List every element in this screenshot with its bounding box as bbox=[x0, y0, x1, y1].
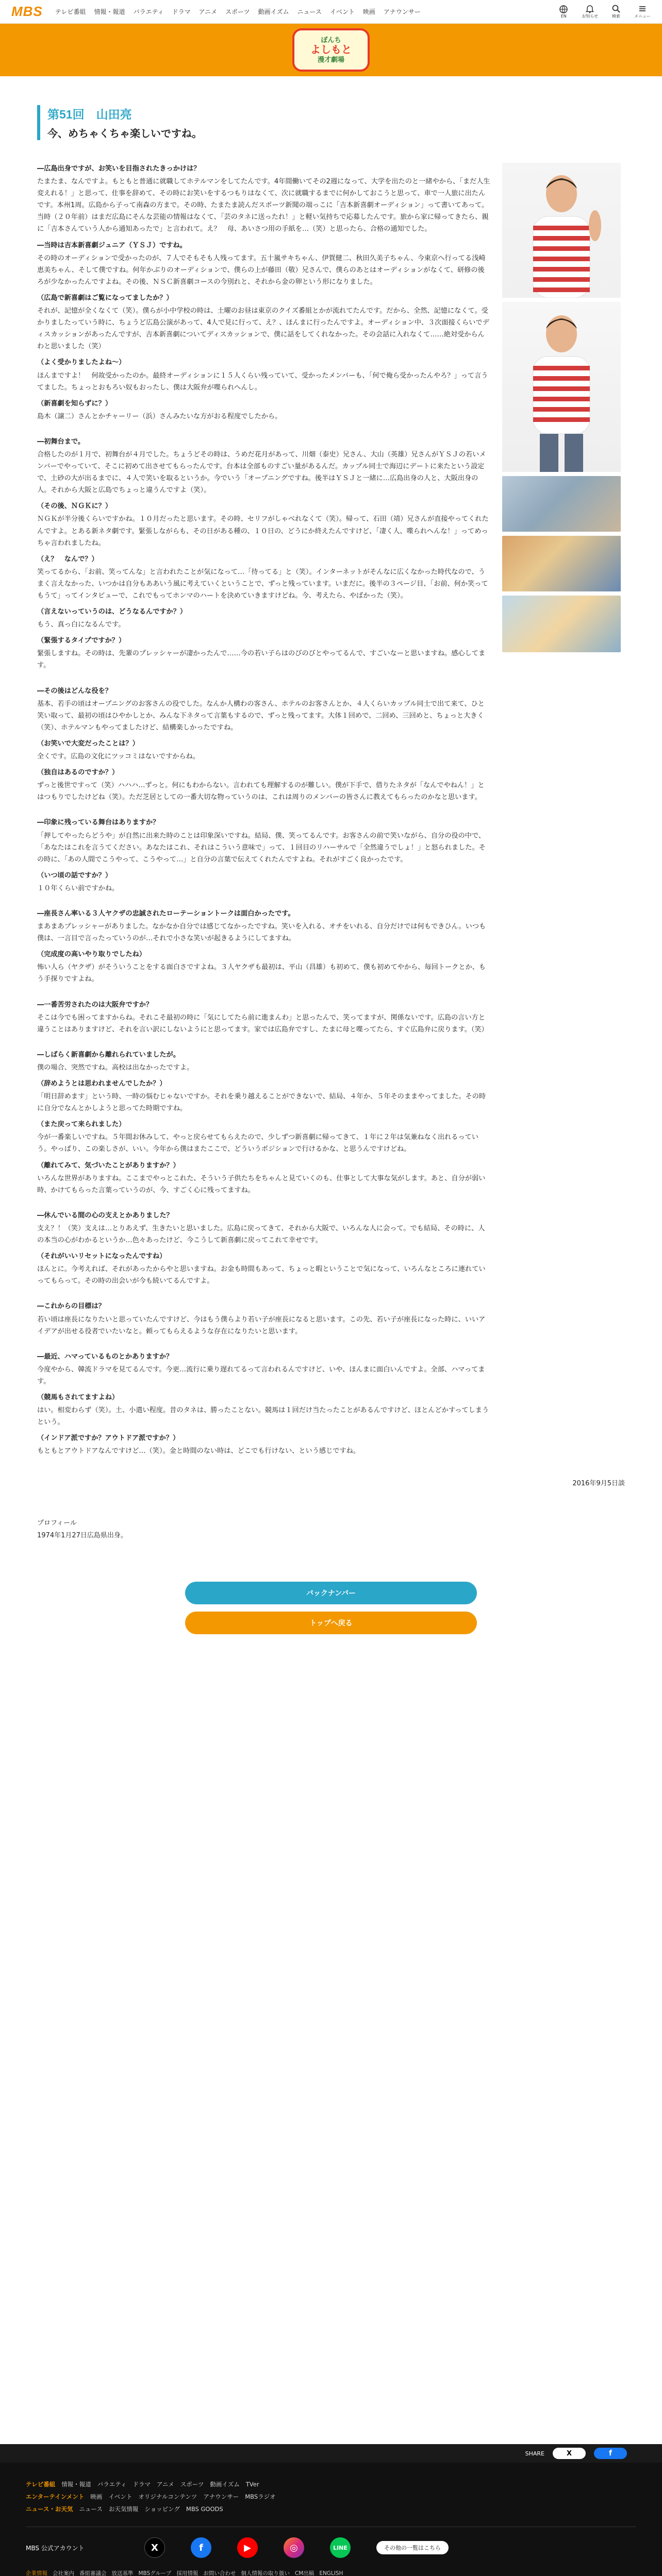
interview-question: （よく受かりましたよね～） bbox=[37, 359, 126, 367]
interview-answer: ずっと後世ですって（笑）ハハハ…ずっと。何にもわからない。言われても理解するのが難しい。僕が下手で、借りたネタが「なんでやねん！」とはつもりでしたけどね（笑）。ただ芝居としての一番大切な物っていうのは、これは周りのメンバーの皆さんに教えてもらったのかなと思います。 bbox=[37, 782, 485, 802]
footer-nav-link[interactable]: TVer bbox=[245, 2481, 259, 2488]
interview-section bbox=[37, 1210, 491, 1287]
interview-answer: ほんとに。今考えれば、それがあったからやと思いますね。お金も時間もあって、ちょっと暇ということで気になって、いろんなところに連れていってもらって。その時の出会いが今も続いてるんですよ。 bbox=[37, 1265, 486, 1285]
footer-group-row bbox=[26, 2568, 636, 2576]
interview-answer: ほんまですよ！ 何故受かったのか。最終オーディションに１５人くらい残っていて、受かったメンバーも、「何で俺ら受かったんやろ？」って言うてました。ちょっとおもろい奴もおったし、僕は大阪弁が喋られへんし。 bbox=[37, 371, 488, 392]
interview-question: （インドア派ですか？アウトドア派ですか？） bbox=[37, 1434, 180, 1443]
footer-nav-link[interactable]: バラエティ bbox=[97, 2481, 127, 2488]
interview-section bbox=[37, 1300, 491, 1337]
notification-button[interactable] bbox=[582, 4, 598, 19]
nav-item[interactable]: ニュース bbox=[297, 8, 322, 15]
footer bbox=[0, 2463, 662, 2576]
interview-section bbox=[37, 163, 491, 422]
portrait-photo-2 bbox=[502, 302, 621, 472]
back-number-button[interactable]: バックナンバー bbox=[185, 1582, 477, 1604]
program-banner bbox=[0, 24, 662, 76]
interview-date: 2016年9月5日談 bbox=[572, 1480, 625, 1488]
facebook-social-button[interactable]: f bbox=[191, 2537, 211, 2558]
profile bbox=[37, 1517, 625, 1541]
footer-nav-link[interactable]: ドラマ bbox=[133, 2481, 151, 2488]
share-x-button[interactable]: X bbox=[553, 2448, 586, 2459]
footer-nav-category[interactable]: ニュース・お天気 bbox=[26, 2505, 73, 2513]
interview-question: （新喜劇を知らずに？） bbox=[37, 399, 112, 408]
footer-nav-link[interactable]: イベント bbox=[108, 2493, 133, 2501]
footer-nav-category[interactable]: エンターテインメント bbox=[26, 2493, 85, 2501]
footer-groups bbox=[0, 2568, 662, 2576]
footer-nav-link[interactable]: オリジナルコンテンツ bbox=[138, 2493, 197, 2501]
interview-question: ―当時は吉本新喜劇ジュニア（ＹＳＪ）ですね。 bbox=[37, 241, 187, 249]
interview-answer: 怖い人ら（ヤクザ）がそういうことをする面白さですよね。３人ヤクザも最初は、平山（昌雄）も初めて、僕も初めてやから、毎回トークとか、もう手探りですよね。 bbox=[37, 963, 486, 984]
program-logo-top: ぼんち bbox=[321, 36, 341, 44]
footer-nav-link[interactable]: 映画 bbox=[90, 2493, 103, 2501]
language-icon bbox=[559, 5, 568, 14]
interview-answer: いろんな世界がありますね。ここまでやっとこれた、そういう子供たちをちゃんと見ていくのも、仕事として大事な気がします。あと、自分が弱い時、かけてもらった言葉っていうのが、今、すごく心に残ってますね。 bbox=[37, 1174, 486, 1194]
nav-item[interactable]: スポーツ bbox=[225, 8, 250, 15]
footer-group-link[interactable]: 会社案内 bbox=[53, 2570, 74, 2576]
nav-item[interactable]: 情報・報道 bbox=[94, 8, 125, 15]
icon-label: メニュー bbox=[634, 14, 651, 19]
interview-answer: 今度やから、韓流ドラマを見てるんです。今更…流行に乗り遅れてるって言われるんですけど、いや、ほんまに面白いんですよ。全部、ハマってます。 bbox=[37, 1365, 485, 1385]
interview-section bbox=[37, 908, 491, 986]
interview-answer: 「押してやったらどうや」が自然に出来た時のことは印象深いですね。結局、僕、笑ってるんです。お客さんの前で笑いながら、自分の役の中で、「あなたはこれを言うてください。あなたはこれ、それはこういう意味で」って、１回目のリハーサルで「全然違うでしょ！」と怒られました。その時に、「あの人間でこうやって、こうやって…」と自分の言葉で伝えてくれたんですよね。それがすごく良かったです。 bbox=[37, 832, 486, 863]
interview-answer: そこは今でも困ってますからね。それこそ最初の時に「気にしてたら前に進まんわ」と思ったんで、笑ってますが、関係ないです。広島の言い方と違うことはありますけど、それを言い訳にしないようにと思ってます。家では広島弁ですし、たまに母と喋ってたら、すぐ広島弁に戻ります。（笑） bbox=[37, 1013, 488, 1033]
program-logo[interactable] bbox=[292, 28, 370, 72]
footer-nav-link[interactable]: アニメ bbox=[156, 2481, 174, 2488]
interview-question: ―これからの目標は？ bbox=[37, 1302, 105, 1311]
interview-section bbox=[37, 817, 491, 894]
footer-social bbox=[0, 2527, 662, 2568]
interview-question: ―しばらく新喜劇から離れられていましたが。 bbox=[37, 1050, 180, 1059]
footer-nav-link[interactable]: お天気情報 bbox=[108, 2505, 139, 2513]
menu-button[interactable] bbox=[634, 4, 651, 19]
interview-question: （お笑いで大変だったことは？） bbox=[37, 739, 139, 748]
footer-nav-row bbox=[26, 2490, 636, 2503]
portrait-photo-1 bbox=[502, 163, 621, 298]
share-facebook-button[interactable]: f bbox=[594, 2448, 627, 2459]
interview-question: ―広島出身ですが、お笑いを目指されたきっかけは？ bbox=[37, 165, 201, 173]
icon-label: 検索 bbox=[612, 14, 620, 19]
footer-nav-row bbox=[26, 2503, 636, 2515]
nav-item[interactable]: 動画イズム bbox=[258, 8, 289, 15]
footer-nav-link[interactable]: ショッピング bbox=[144, 2505, 180, 2513]
profile-label: プロフィール bbox=[37, 1519, 77, 1528]
search-button[interactable] bbox=[611, 4, 621, 19]
interview-section bbox=[37, 1351, 491, 1458]
program-logo-main: よしもと bbox=[310, 44, 352, 56]
interview-answer: 全くです。広島の文化にツッコミはないですからね。 bbox=[37, 753, 200, 761]
footer-nav-link[interactable]: スポーツ bbox=[180, 2481, 204, 2488]
footer-nav-link[interactable]: 動画イズム bbox=[210, 2481, 240, 2488]
nav-item[interactable]: バラエティ bbox=[133, 8, 164, 15]
photo-column bbox=[502, 163, 621, 1470]
interview-answer: もう、真っ白になるんです。 bbox=[37, 621, 125, 629]
footer-nav-category[interactable]: テレビ番組 bbox=[26, 2481, 56, 2488]
footer-group-link[interactable]: 個人情報の取り扱い bbox=[241, 2570, 290, 2576]
interview-answer: １０年くらい前ですかね。 bbox=[37, 884, 119, 892]
footer-nav-link[interactable]: アナウンサー bbox=[203, 2493, 239, 2501]
footer-nav-link[interactable]: MBSラジオ bbox=[245, 2493, 276, 2501]
interview-question: （また戻って来られました） bbox=[37, 1121, 126, 1129]
other-accounts-button[interactable]: その他の一覧はこちら bbox=[376, 2541, 449, 2554]
program-logo-bottom: 漫才劇場 bbox=[317, 55, 344, 63]
interview-question: （完成度の高いやり取りでしたね） bbox=[37, 951, 146, 959]
person-illustration bbox=[515, 307, 608, 472]
interview-question: ―座長さん率いる３人ヤクザの忠誠されたローテーショントークは面白かったです。 bbox=[37, 909, 295, 918]
interview-answer: 笑ってるから、「お前、笑ってんな」と言われたことが気になって…「待ってる」と（笑）。インターネットがそんなに広くなかった時代なので、うまく言えなかった、いつかは自分もああいう風に考えていくということで、ずっと残っています。いまだに。後半の３ページ目、「お前、何か笑ってもうて」ってインタビューで、これでもってホンマのハートを決めていきますけどね。今、考えたら、やばかった（笑）。 bbox=[37, 568, 488, 600]
social-label: MBS 公式アカウント bbox=[26, 2544, 85, 2552]
interview-question: （言えないっていうのは、どうなるんですか？） bbox=[37, 608, 187, 616]
article-title: 第51回 山田亮 bbox=[47, 108, 132, 121]
footer-nav-row bbox=[26, 2478, 636, 2490]
stage-photo-1 bbox=[502, 476, 621, 532]
x-social-button[interactable]: X bbox=[144, 2537, 165, 2558]
footer-nav bbox=[0, 2463, 662, 2515]
icon-label: EN bbox=[560, 14, 567, 19]
footer-group-link[interactable]: MBSグループ bbox=[138, 2570, 172, 2576]
stage-photo-2 bbox=[502, 536, 621, 591]
interview-answer: はい。相変わらず（笑）。土、小遣い程度。昔のタネは、勝ったことない。競馬は１回だけ当たったことがあるんですけど、ほとんどかすってしまうという。 bbox=[37, 1406, 489, 1427]
footer-nav-link[interactable]: ニュース bbox=[79, 2505, 103, 2513]
footer-group-link[interactable]: 採用情報 bbox=[176, 2570, 198, 2576]
interview-section bbox=[37, 1049, 491, 1196]
interview-section bbox=[37, 685, 491, 804]
footer-group-link[interactable]: 番組審議会 bbox=[79, 2570, 107, 2576]
search-icon bbox=[611, 4, 621, 13]
interview-question: ―最近、ハマっているものとかありますか？ bbox=[37, 1352, 173, 1361]
interview-text bbox=[37, 163, 491, 1470]
interview-question: ―その後はどんな役を？ bbox=[37, 687, 112, 695]
interview-answer: もともとアウトドアなんですけど…（笑）。金と時間のない時は、どこでも行けない、という感じですね。 bbox=[37, 1447, 360, 1455]
interview-question: （いつ頃の話ですか？） bbox=[37, 871, 112, 879]
article-heading bbox=[37, 105, 625, 140]
nav-item[interactable]: アナウンサー bbox=[383, 8, 421, 15]
youtube-social-button[interactable]: ▶ bbox=[237, 2537, 258, 2558]
header-icons bbox=[559, 4, 651, 19]
instagram-social-button[interactable]: ◎ bbox=[284, 2537, 304, 2558]
nav-item[interactable]: イベント bbox=[329, 8, 355, 15]
interview-question: （その後、ＮＧＫに？） bbox=[37, 502, 112, 511]
nav-item[interactable]: テレビ番組 bbox=[55, 8, 86, 15]
notification-icon bbox=[585, 4, 594, 13]
article-columns bbox=[37, 163, 625, 1470]
footer-group-link[interactable]: お問い合わせ bbox=[203, 2570, 236, 2576]
interview-answer: 基本、若手の頃はオープニングのお客さんの役でした。なんか人構わの客さん、ホテルのお客さんとか、４人くらいカップル同士で出て来て、ひと笑い取って、最初の頃はひやかしとか、みんな下ネタって言葉もするので、ずっと残ってます。大体１回めで、二回め、三回めと、ちょっと大きく（笑）、ホテルマンもやってましたけど、結構楽しかったですね。 bbox=[37, 700, 485, 732]
interview-answer: 「明日辞めます」という時、一時の悩むじゃないですか。それを乗り越えることができないで、結局、４年か、５年そのままやってました。その時に自分でなんとかしようと思ってた時期ですね。 bbox=[37, 1093, 486, 1113]
interview-question: （独自はあるのですか？） bbox=[37, 769, 119, 777]
interview-answer: 今が一番楽しいですね。５年間お休みして、やっと戻らせてもらえたので、少しずつ新喜劇に帰ってきて、１年に２年は気兼ねなく出れるっていう。やっぱり、この楽しさが、いい。今年から僕はまたここで、どういうポジションで行けるかな、と思うんですけどね。 bbox=[37, 1133, 478, 1154]
nav-item[interactable]: アニメ bbox=[198, 8, 218, 15]
footer-nav-link[interactable]: MBS GOODS bbox=[186, 2505, 223, 2513]
back-to-top-button[interactable]: トップへ戻る bbox=[185, 1612, 477, 1634]
interview-question: （それがいいリセットになったんですね） bbox=[37, 1252, 167, 1261]
interview-answer: 僕の場合、突然ですね。高校は出なかったですよ。 bbox=[37, 1063, 194, 1072]
interview-answer: ＮＧＫが半分後くらいですかね。１０月だったと思います。その時、セリフがしゃべれなくて（笑）。帰って、石田（靖）兄さんが直接やってくれたんですよ。とある新ネタ劇です。緊張しながらも、その日がある種の、１０日の、どうにか終えたんですけど、「凄く人、喋られへんな！」ってめっちゃ言われましたね。 bbox=[37, 515, 489, 547]
article-subtitle: 今、めちゃくちゃ楽しいですね。 bbox=[47, 128, 202, 140]
stage-photo-3 bbox=[502, 596, 621, 652]
interview-question: （競馬もされてますよね） bbox=[37, 1393, 119, 1401]
interview-question: ―一番苦労されたのは大阪弁ですか？ bbox=[37, 1001, 153, 1009]
article-buttons bbox=[37, 1582, 625, 1634]
footer-group-link[interactable]: ENGLISH bbox=[319, 2570, 343, 2576]
interview-question: （広島で新喜劇はご覧になってましたか？） bbox=[37, 294, 173, 302]
interview-answer: たまたま、なんですよ。もともと普通に就職してホテルマンをしてたんです。4年間働いてその2週になって、大学を出たのと一緒やから、「まだ人生変えれる！」と思って、仕事を辞めて、その時にお笑いをするつもりはなくて、次に就職するまでに何かしておこうと思って、車で一人旅に出たんです。本州1周。広島から子って南森の方まで。その時、たまたま読んだスポーツ新聞の端っこに「吉本新喜劇オーディション」って書いてあって。当時（２０年前）はまだ広島にそんな芸能の情報はなくて、「芸のタネに送ったれ！」と軽い気持ちで応募したんです。旅から家に帰ってきたら、親に「吉本さんていう人から通知あったで」と言われて。え？ 母、あいさつ用の手紙を…（笑）と思ったら、合格の通知でした。 bbox=[37, 178, 490, 233]
language-button[interactable] bbox=[559, 5, 568, 19]
line-social-button[interactable]: LINE bbox=[330, 2537, 351, 2558]
footer-group-link[interactable]: 放送基準 bbox=[111, 2570, 134, 2576]
interview-answer: それが、記憶が全くなくて（笑）。僕らが小中学校の時は、土曜のお昼は東京のクイズ番組とかが流れてたんです。だから、全然、記憶になくて。受かりましたっていう時に、ちょうど広島公演があって、4人で見に行って、え？、ほんまに行ったんですよ。オーディション中、３次面接くらいでディスカッションがあったんですが、吉本新喜劇についてディスカッションで、僕に話をしてくれなかった。その会話に入れなくて……絶対受からんわと思いました（笑） bbox=[37, 307, 489, 351]
interview-section bbox=[37, 436, 491, 672]
interview-question: （離れてみて、気づいたことがありますか？） bbox=[37, 1161, 180, 1170]
interview-answer: その時のオーディションで受かったのが、７人でそもそも人残ってます。五十嵐サキちゃん、伊賀健二、秋田久美子ちゃん、今東京へ行ってる浅崎恵美ちゃん、そして僕ですね。何年かぶりのオーディションで、僕らの上が藤田（敬）兄さんで、僕らのあとはオーディションがなくて、研修の後ろが少なかったんですよね。その後、ＮＳＣ新喜劇コースの今別れと、それから金の卵という形になりました。 bbox=[37, 254, 486, 286]
share-bar bbox=[0, 2444, 662, 2463]
interview-answer: 支え？！（笑）支えは…とりあえず、生きたいと思いました。広島に戻ってきて、それから大阪で、いろんな人に会って。でも結局、その時に、人の本当の心がわかるというか…色々あったけど、今こうして新喜劇に戻ってこれて幸せです。 bbox=[37, 1224, 485, 1245]
interview-answer: 合格したのが１月で、初舞台が４月でした。ちょうどその時は、うめだ花月があって、川畑（泰史）兄さん、大山（英雄）兄さんがＹＳＪの若いメンバーでやっていて、そこに初めて出させてもらったんです。台本は全部ものすごい量があるんだ。カップル同士で海辺にデートに来たという設定で、土砂の大が出るまでに、４人で笑いを取るというか。今でいう「オープニングですね。後半はＹＳＪと一緒に…広島出身の人と、大阪出身の人。それから大阪と広島でちょっと違うんですよ（笑）。 bbox=[37, 450, 486, 495]
nav-item[interactable]: ドラマ bbox=[172, 8, 191, 15]
interview-question: ―初舞台まで。 bbox=[37, 437, 85, 446]
icon-label: お知らせ bbox=[582, 14, 598, 19]
footer-group-link[interactable]: CM出稿 bbox=[294, 2570, 315, 2576]
interview-section bbox=[37, 999, 491, 1036]
interview-answer: 若い頃は座長になりたいと思っていたんですけど、今はもう僕らより若い子が座長になると思います。この先、若い子が座長になった時に、いいアイデアが出せる役者でいたいなと。頼ってもらえるような存在になりたいと思います。 bbox=[37, 1315, 486, 1335]
interview-question: （緊張するタイプですか？） bbox=[37, 637, 126, 645]
interview-question: （え？ なんで？） bbox=[37, 555, 98, 563]
interview-answer: 緊張しますね。その時は、先輩のプレッシャーが凄かったんで……今の若い子らはのびのびとやってるんで、すごいなーと思いますね。感心してます。 bbox=[37, 650, 486, 670]
interview-question: ―休んでいる間の心の支えとかありました？ bbox=[37, 1211, 173, 1219]
interview-question: （辞めようとは思われませんでしたか？） bbox=[37, 1080, 167, 1088]
global-header bbox=[0, 0, 662, 24]
share-label: SHARE bbox=[525, 2450, 544, 2457]
menu-icon bbox=[638, 4, 647, 13]
interview-answer: 島木（譲二）さんとかチャーリー（浜）さんみたいな方がおる程度でしたから。 bbox=[37, 412, 282, 420]
mbs-logo[interactable]: MBS bbox=[11, 4, 43, 19]
profile-text: 1974年1月27日広島県出身。 bbox=[37, 1531, 127, 1539]
interview-answer: まあまあプレッシャーがありました。なかなか自分では感じてなかったですね。笑いを入れる、オチをいれる、自分だけでは何もできひん。いつも僕は、一言目で言ったっていうのが…それで小さな笑いが起きるようにしてますね。 bbox=[37, 923, 486, 943]
interview-article bbox=[37, 76, 625, 1634]
person-illustration bbox=[518, 169, 605, 298]
nav-item[interactable]: 映画 bbox=[362, 8, 375, 15]
interview-question: ―印象に残っている舞台はありますか？ bbox=[37, 819, 160, 827]
global-nav bbox=[55, 7, 421, 16]
footer-group-category[interactable]: 企業情報 bbox=[26, 2570, 47, 2576]
footer-nav-link[interactable]: 情報・報道 bbox=[61, 2481, 91, 2488]
